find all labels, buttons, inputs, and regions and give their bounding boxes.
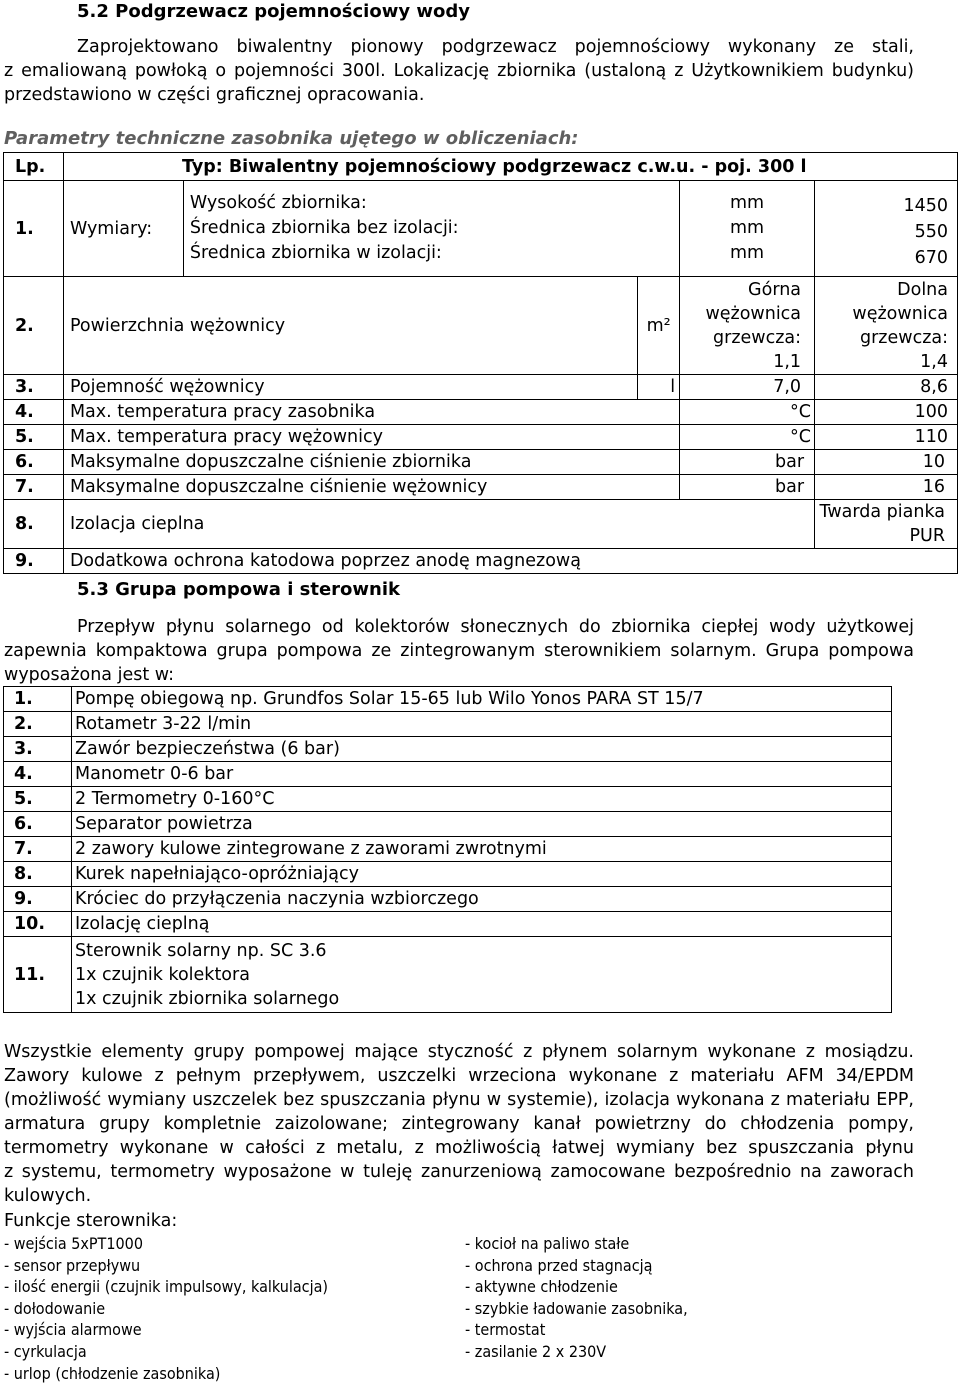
row-label: Max. temperatura pracy zasobnika	[63, 400, 679, 425]
row-text: Manometr 0-6 bar	[72, 762, 892, 787]
pump-group-equipment-table	[3, 686, 892, 1013]
row-unit: °C	[680, 400, 815, 425]
row-value: 10	[815, 450, 958, 475]
row-text: Izolację cieplną	[72, 912, 892, 937]
paragraph-line: z emaliowaną powłoką o pojemności 300l. Lokalizację zbiornika (ustaloną z Użytkownikiem budynku)	[4, 61, 914, 81]
lower-coil-value	[815, 277, 958, 375]
paragraph-line: zapewnia kompaktowa grupa pompowa ze zintegrowanym sterownikiem solarnym. Grupa pompowa	[4, 641, 914, 661]
row-text-line: 1x czujnik zbiornika solarnego	[75, 988, 340, 1009]
row-number: 2.	[4, 712, 72, 737]
row-text: Pompę obiegową np. Grundfos Solar 15-65 lub Wilo Yonos PARA ST 15/7	[72, 687, 892, 712]
table-row	[4, 912, 892, 937]
upper-coil-value	[680, 277, 815, 375]
unit: mm	[730, 193, 765, 213]
row-text-line: 1x czujnik kolektora	[75, 964, 250, 985]
function-item: - ilość energii (czujnik impulsowy, kalkulacja)	[4, 1277, 329, 1297]
row-number: 11.	[4, 937, 72, 1013]
row-text: Separator powietrza	[72, 812, 892, 837]
unit: mm	[730, 218, 765, 238]
row-label: Maksymalne dopuszczalne ciśnienie wężownicy	[63, 475, 679, 500]
table-row	[4, 762, 892, 787]
table-row	[4, 375, 958, 400]
table-row	[4, 887, 892, 912]
row-text: 2 zawory kulowe zintegrowane z zaworami zwrotnymi	[72, 837, 892, 862]
row-text-line: Sterownik solarny np. SC 3.6	[75, 940, 327, 961]
value: 1450	[903, 195, 948, 216]
table-row	[4, 277, 958, 375]
section-heading-5-2: 5.2 Podgrzewacz pojemnościowy wody	[77, 1, 470, 22]
dimension-units	[680, 181, 815, 277]
coil-line: wężownica	[852, 303, 948, 324]
table-row	[4, 400, 958, 425]
paragraph-line: Wszystkie elementy grupy pompowej mające styczność z płynem solarnym wykonane z mosiądzu.	[4, 1042, 914, 1062]
dimension-item: Średnica zbiornika bez izolacji:	[189, 218, 459, 238]
row-number: 5.	[4, 787, 72, 812]
row-unit: m²	[638, 277, 680, 375]
table-row	[4, 937, 892, 1013]
row-value: 110	[815, 425, 958, 450]
row-number: 8.	[4, 500, 64, 549]
row-value: 8,6	[815, 375, 958, 400]
table-row	[4, 687, 892, 712]
row-number: 5.	[4, 425, 64, 450]
coil-line: grzewcza:	[860, 327, 948, 348]
table-row	[4, 500, 958, 549]
table-row	[4, 837, 892, 862]
function-item: - dołodowanie	[4, 1298, 106, 1318]
coil-line: 1,1	[773, 351, 802, 372]
paragraph-line: (możliwość wymiany uszczelek bez spuszczania płynu w systemie), izolacja wykonana z materiału EPP,	[4, 1090, 914, 1110]
row-number: 7.	[4, 837, 72, 862]
function-item: - urlop (chłodzenie zasobnika)	[4, 1363, 221, 1383]
paragraph-line: przedstawiono w części graficznej opracowania.	[4, 85, 425, 105]
function-item: - zasilanie 2 x 230V	[465, 1341, 607, 1361]
table-row	[4, 812, 892, 837]
row-number: 3.	[4, 375, 64, 400]
row-number: 6.	[4, 812, 72, 837]
table-row	[4, 450, 958, 475]
header-lp: Lp.	[4, 153, 64, 181]
table-header-row	[4, 153, 958, 181]
section-heading-5-3: 5.3 Grupa pompowa i sterownik	[77, 579, 401, 600]
row-number: 6.	[4, 450, 64, 475]
row-value: 16	[815, 475, 958, 500]
paragraph-line: z systemu, termometry wyposażone w tuleję zanurzeniową zamocowane bezpośrednio na zaworach	[4, 1162, 914, 1182]
row-unit: l	[638, 375, 680, 400]
row-label: Wymiary:	[63, 181, 183, 277]
function-item: - wejścia 5xPT1000	[4, 1234, 143, 1253]
row-label: Max. temperatura pracy wężownicy	[63, 425, 679, 450]
function-item: - termostat	[465, 1320, 546, 1340]
row-label: Maksymalne dopuszczalne ciśnienie zbiornika	[63, 450, 679, 475]
paragraph-line: termometry wykonane w całości z metalu, z możliwością łatwej wymiany bez spuszczania płynu	[4, 1138, 914, 1158]
value: 670	[914, 247, 948, 268]
row-unit: °C	[680, 425, 815, 450]
header-type: Typ: Biwalentny pojemnościowy podgrzewacz c.w.u. - poj. 300 l	[63, 153, 957, 181]
coil-line: 1,4	[920, 351, 948, 372]
row-unit: bar	[680, 475, 815, 500]
coil-line: Dolna	[897, 279, 948, 300]
function-item: - kocioł na paliwo stałe	[465, 1234, 630, 1253]
paragraph-line: Przepływ płynu solarnego od kolektorów słonecznych do zbiornika ciepłej wody użytkowej	[77, 617, 914, 637]
row-number: 1.	[4, 181, 64, 277]
paragraph-line: Zawory kulowe z pełnym przepływem, uszczelki wrzeciona wykonane z materiału AFM 34/EPDM	[4, 1066, 914, 1086]
table-row	[4, 787, 892, 812]
paragraph-line: kulowych.	[4, 1186, 92, 1206]
dimension-item: Średnica zbiornika w izolacji:	[189, 243, 442, 263]
value: 550	[914, 221, 948, 242]
coil-line: Górna	[748, 279, 802, 300]
coil-line: grzewcza:	[713, 327, 802, 348]
dimension-items	[183, 181, 679, 277]
paragraph-line: armatura grupy kompletnie zaizolowane; zintegrowany kanał powietrzny do chłodzenia pompy,	[4, 1114, 914, 1134]
paragraph-line: Zaprojektowano biwalentny pionowy podgrzewacz pojemnościowy wykonany ze stali,	[77, 37, 914, 57]
function-item: - szybkie ładowanie zasobnika,	[465, 1298, 688, 1318]
row-number: 7.	[4, 475, 64, 500]
table-row	[4, 712, 892, 737]
row-number: 3.	[4, 737, 72, 762]
section-intro-paragraph	[4, 35, 914, 107]
row-text: 2 Termometry 0-160°C	[72, 787, 892, 812]
function-item: - aktywne chłodzenie	[465, 1277, 618, 1297]
function-item: - wyjścia alarmowe	[4, 1320, 142, 1340]
row-value: 100	[815, 400, 958, 425]
row-value: Twarda pianka PUR	[815, 500, 958, 549]
function-item: - sensor przepływu	[4, 1255, 141, 1275]
row-number: 8.	[4, 862, 72, 887]
row-label: Powierzchnia wężownicy	[63, 277, 637, 375]
unit: mm	[730, 243, 765, 263]
row-number: 4.	[4, 762, 72, 787]
row-label: Dodatkowa ochrona katodowa poprzez anodę magnezową	[63, 549, 957, 574]
functions-right-list	[465, 1233, 688, 1363]
table-row	[4, 475, 958, 500]
row-label: Pojemność wężownicy	[63, 375, 637, 400]
row-number: 1.	[4, 687, 72, 712]
row-number: 2.	[4, 277, 64, 375]
row-text: Króciec do przyłączenia naczynia wzbiorczego	[72, 887, 892, 912]
row-unit: bar	[680, 450, 815, 475]
parameters-table	[3, 152, 958, 574]
coil-line: wężownica	[705, 303, 802, 324]
table-row	[4, 181, 958, 277]
parameters-subheading: Parametry techniczne zasobnika ujętego w obliczeniach:	[4, 128, 579, 149]
row-number: 10.	[4, 912, 72, 937]
row-text: Zawór bezpieczeństwa (6 bar)	[72, 737, 892, 762]
table-row	[4, 862, 892, 887]
row-value-upper: 7,0	[680, 375, 815, 400]
paragraph-line: wyposażona jest w:	[4, 665, 175, 685]
dimension-item: Wysokość zbiornika:	[189, 193, 367, 213]
row-text	[72, 937, 892, 1013]
dimension-values	[815, 181, 958, 277]
row-text: Rotametr 3-22 l/min	[72, 712, 892, 737]
section2-paragraph	[4, 615, 914, 687]
row-number: 9.	[4, 549, 64, 574]
row-text: Kurek napełniająco-opróżniający	[72, 862, 892, 887]
controller-functions-title: Funkcje sterownika:	[4, 1211, 178, 1231]
table-row	[4, 425, 958, 450]
row-label: Izolacja cieplna	[63, 500, 814, 549]
functions-left-list	[4, 1233, 328, 1384]
row-number: 4.	[4, 400, 64, 425]
table-row	[4, 549, 958, 574]
function-item: - ochrona przed stagnacją	[465, 1255, 653, 1275]
row-number: 9.	[4, 887, 72, 912]
table-row	[4, 737, 892, 762]
materials-paragraph	[4, 1040, 914, 1208]
function-item: - cyrkulacja	[4, 1341, 87, 1361]
